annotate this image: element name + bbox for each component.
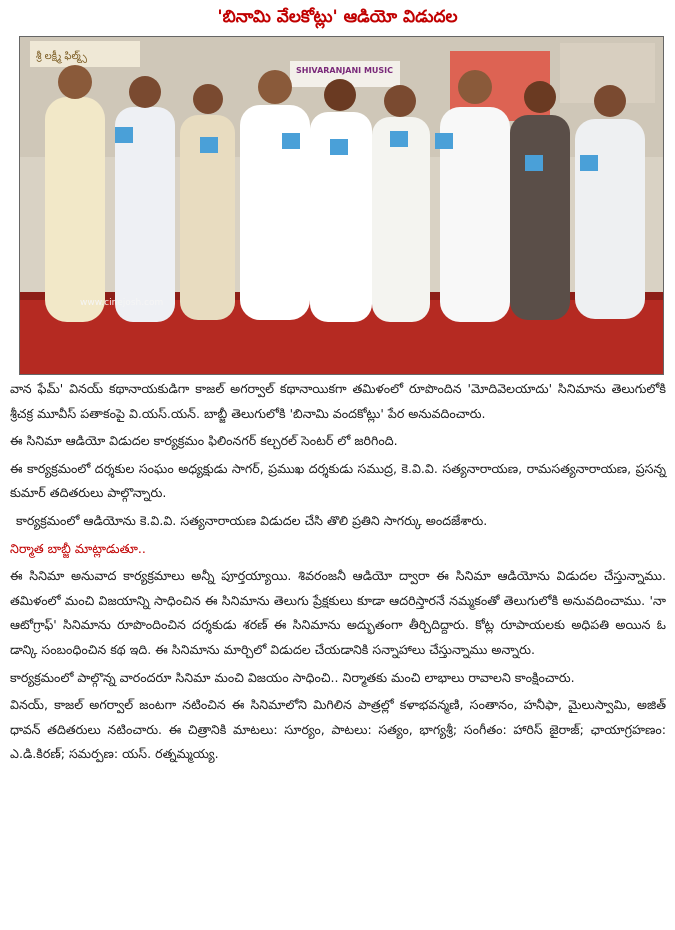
paragraph-cast-crew: వినయ్, కాజల్ అగర్వాల్ జంటగా నటించిన ఈ సినిమాలోని మిగిలిన పాత్రల్లో కళాభవన్మణి, సంతానం, హనీఫా, మైలుస్వామి, అజిత్ ధావన్ తదితరులు నటించారు. ఈ చిత్రానికి మాటలు: సూర్యం, పాటలు: సత్యం, భాగ్యశ్రీ; సంగీతం: హారిస్ జైరాజ్; ఛాయాగ్రహణం: ఎ.డి.కిరణ్; సమర్పణ: యస్. రత్నమ్మయ్య. (10, 697, 666, 762)
article-body (10, 377, 666, 770)
paragraph-wishes: కార్యక్రమంలో పాల్గొన్న వారందరూ సినిమా మంచి విజయం సాధించి.. నిర్మాతకు మంచి లాభాలు రావాలని కాంక్షించారు. (10, 669, 575, 685)
photo-watermark: www.cinejosh.com (80, 298, 164, 308)
paragraph-audio-release: కార్యక్రమంలో ఆడియోను కె.వి.వి. సత్యనారాయణ విడుదల చేసి తొలి ప్రతిని సాగర్కు అందజేశారు. (16, 512, 488, 528)
event-photo (19, 36, 664, 375)
paragraph-producer-speech-heading: నిర్మాత బాబ్జీ మాట్లాడుతూ.. (10, 540, 146, 556)
banner-shivaranjani-text: SHIVARANJANI MUSIC (296, 66, 394, 75)
banner-left-text: శ్రీ లక్ష్మీ ఫిల్మ్స్ (36, 51, 87, 62)
paragraph-attendees: ఈ కార్యక్రమంలో దర్శకుల సంఘం అధ్యక్షుడు సాగర్, ప్రముఖ దర్శకుడు సముద్ర, కె.వి.వి. సత్యనారాయణ, రామసత్యనారాయణ, ప్రసన్న కుమార్ తదితరులు పాల్గొన్నారు. (10, 460, 666, 501)
paragraph-event-venue: ఈ సినిమా ఆడియో విడుదల కార్యక్రమం ఫిలింనగర్ కల్చరల్ సెంటర్ లో జరిగింది. (10, 433, 398, 449)
paragraph-intro: వాన ఫేమ్' వినయ్ కథానాయకుడిగా కాజల్ అగర్వాల్ కథానాయికగా తమిళంలో రూపొందిన 'మోదివెలయాదు' సినిమాను తెలుగులోకి శ్రీచక్ర మూవీస్ పతాకంపై వి.యస్.యన్. బాబ్జీ తెలుగులోకి 'బినామి వందకోట్లు' పేర అనువదించారు. (10, 381, 666, 421)
paragraph-producer-quote: ఈ సినిమా అనువాద కార్యక్రమాలు అన్నీ పూర్తయ్యాయి. శివరంజనీ ఆడియో ద్వారా ఈ సినిమా ఆడియోను విడుదల చేస్తున్నాము. తమిళంలో మంచి విజయాన్ని సాధించిన ఈ సినిమాను తెలుగు ప్రేక్షకులు కూడా ఆదరిస్తారనే నమ్మకంతో తెలుగులోకి అనువదించాము. 'నా ఆటోగ్రాఫ్' సినిమాను రూపొందించిన దర్శకుడు శరణ్ ఈ సినిమాను అద్భుతంగా తీర్చిదిద్దారు. కోట్ల రూపాయలకు అధిపతి అయిన ఓ డాన్కి సంబంధించిన కథ ఇది. ఈ సినిమాను మార్చిలో విడుదల చేయడానికి సన్నాహాలు చేస్తున్నాము అన్నారు. (10, 568, 666, 657)
headline: 'బినామి వేలకోట్లు' ఆడియో విడుదల (217, 7, 458, 27)
